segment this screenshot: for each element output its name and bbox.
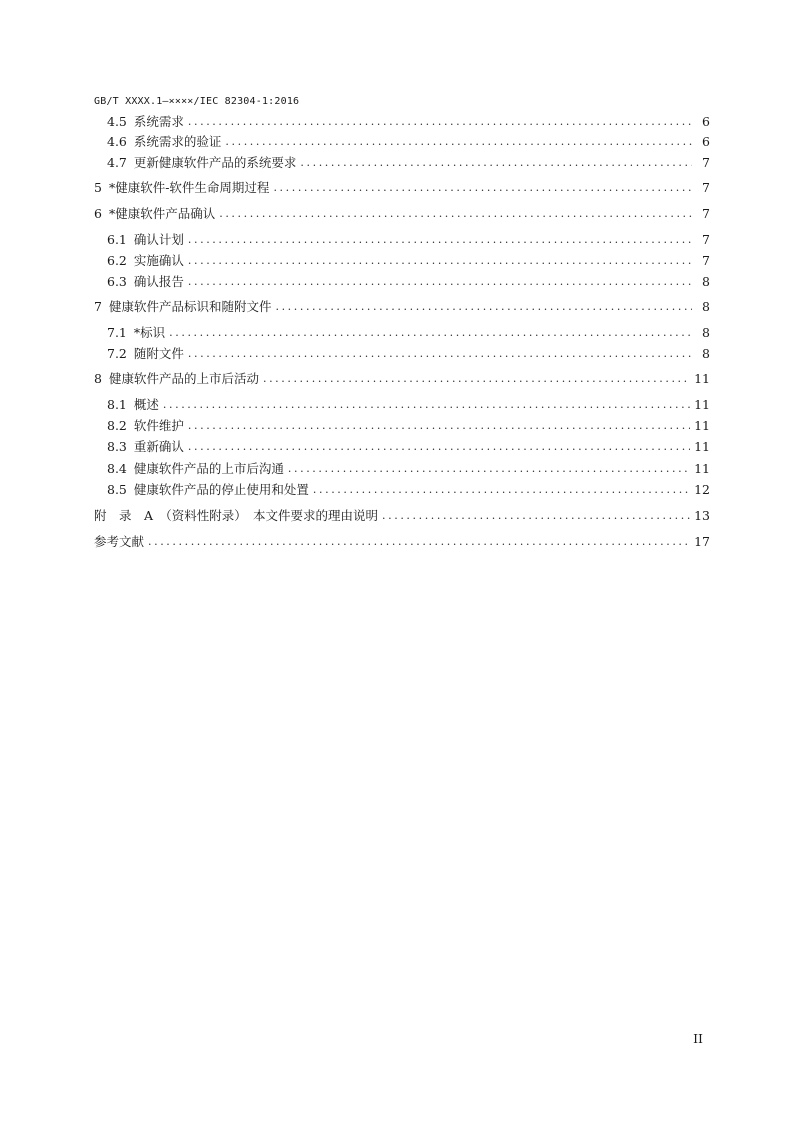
toc-entry-number: 6.1 [107, 232, 127, 247]
toc-entry-number: 8.3 [107, 439, 127, 454]
toc-entry[interactable] [94, 299, 710, 315]
toc-entry-title: 系统需求 [133, 114, 184, 129]
page-number: II [693, 1031, 703, 1046]
toc-entry-number: 7.2 [107, 346, 127, 361]
toc-entry[interactable] [94, 508, 710, 524]
toc-entry-page: 7 [702, 180, 710, 195]
toc-entry-title: 更新健康软件产品的系统要求 [133, 155, 297, 170]
toc-leader-dots [382, 508, 690, 524]
toc-entry[interactable] [94, 397, 710, 413]
toc-entry[interactable] [94, 274, 710, 290]
toc-entry-title: 健康软件产品的上市后活动 [108, 371, 259, 386]
toc-entry[interactable] [94, 482, 710, 498]
toc-entry-number: 4.5 [107, 114, 127, 129]
toc-entry-number: 5 [94, 180, 102, 195]
toc-entry-title: 随附文件 [133, 346, 184, 361]
toc-entry[interactable] [94, 461, 710, 477]
table-of-contents [94, 0, 710, 1122]
toc-entry-title: *健康软件-软件生命周期过程 [108, 180, 270, 195]
toc-entry-page: 11 [694, 418, 710, 433]
toc-entry-title: 概述 [133, 397, 159, 412]
toc-leader-dots [169, 325, 692, 341]
toc-leader-dots [163, 397, 690, 413]
toc-leader-dots [188, 439, 690, 455]
toc-leader-dots [263, 371, 690, 387]
toc-entry-number: 7 [94, 299, 102, 314]
toc-entry-number: 8.2 [107, 418, 127, 433]
toc-leader-dots [188, 418, 690, 434]
toc-entry-page: 7 [702, 232, 710, 247]
toc-entry-number: 6.3 [107, 274, 127, 289]
document-header: GB/T XXXX.1—××××/IEC 82304-1:2016 [94, 96, 300, 107]
toc-leader-dots [188, 232, 692, 248]
toc-entry-title: 实施确认 [133, 253, 184, 268]
toc-entry-title: 系统需求的验证 [133, 134, 222, 149]
toc-leader-dots [273, 180, 692, 196]
toc-leader-dots [188, 274, 692, 290]
toc-entry-number: 4.7 [107, 155, 127, 170]
toc-entry[interactable] [94, 114, 710, 130]
toc-entry-page: 7 [702, 155, 710, 170]
toc-entry-title: 重新确认 [133, 439, 184, 454]
toc-entry-number: 4.6 [107, 134, 127, 149]
toc-entry[interactable] [94, 418, 710, 434]
toc-leader-dots [300, 155, 692, 171]
toc-leader-dots [288, 461, 690, 477]
toc-entry-number: 8.4 [107, 461, 127, 476]
toc-entry-page: 8 [702, 299, 710, 314]
toc-leader-dots [313, 482, 690, 498]
toc-entry-number: 8 [94, 371, 102, 386]
toc-entry-page: 11 [694, 461, 710, 476]
toc-leader-dots [188, 346, 692, 362]
toc-entry-number: 8.1 [107, 397, 127, 412]
toc-entry[interactable] [94, 155, 710, 171]
toc-entry-page: 12 [694, 482, 710, 497]
toc-entry-title: 健康软件产品的上市后沟通 [133, 461, 284, 476]
toc-entry-page: 6 [702, 134, 710, 149]
toc-entry-page: 13 [694, 508, 710, 523]
toc-entry-title: 确认计划 [133, 232, 184, 247]
toc-entry[interactable] [94, 180, 710, 196]
toc-entry-page: 7 [702, 206, 710, 221]
toc-entry-page: 7 [702, 253, 710, 268]
toc-entry-page: 17 [694, 534, 710, 549]
toc-leader-dots [148, 534, 690, 550]
toc-entry[interactable] [94, 325, 710, 341]
toc-entry[interactable] [94, 371, 710, 387]
toc-leader-dots [225, 134, 692, 150]
toc-entry-title: 软件维护 [133, 418, 184, 433]
toc-entry-title: 附 录 A （资料性附录） 本文件要求的理由说明 [94, 508, 379, 523]
toc-entry-title: 健康软件产品标识和随附文件 [108, 299, 272, 314]
toc-entry-title: 健康软件产品的停止使用和处置 [133, 482, 309, 497]
toc-entry-page: 11 [694, 371, 710, 386]
toc-entry-page: 8 [702, 274, 710, 289]
toc-leader-dots [275, 299, 692, 315]
toc-entry[interactable] [94, 232, 710, 248]
toc-entry-number: 8.5 [107, 482, 127, 497]
toc-entry-number: 7.1 [107, 325, 127, 340]
toc-entry-number: 6.2 [107, 253, 127, 268]
toc-entry[interactable] [94, 346, 710, 362]
toc-leader-dots [188, 114, 692, 130]
toc-entry-title: *健康软件产品确认 [108, 206, 216, 221]
toc-entry[interactable] [94, 439, 710, 455]
toc-entry-number: 6 [94, 206, 102, 221]
toc-entry-page: 6 [702, 114, 710, 129]
toc-leader-dots [188, 253, 692, 269]
toc-entry-page: 8 [702, 346, 710, 361]
toc-entry[interactable] [94, 206, 710, 222]
toc-entry-title: 参考文献 [94, 534, 145, 549]
toc-entry[interactable] [94, 253, 710, 269]
toc-leader-dots [219, 206, 692, 222]
toc-entry-page: 8 [702, 325, 710, 340]
toc-entry-page: 11 [694, 397, 710, 412]
toc-entry-page: 11 [694, 439, 710, 454]
toc-entry-title: *标识 [133, 325, 166, 340]
toc-entry[interactable] [94, 134, 710, 150]
toc-entry-title: 确认报告 [133, 274, 184, 289]
toc-entry[interactable] [94, 534, 710, 550]
